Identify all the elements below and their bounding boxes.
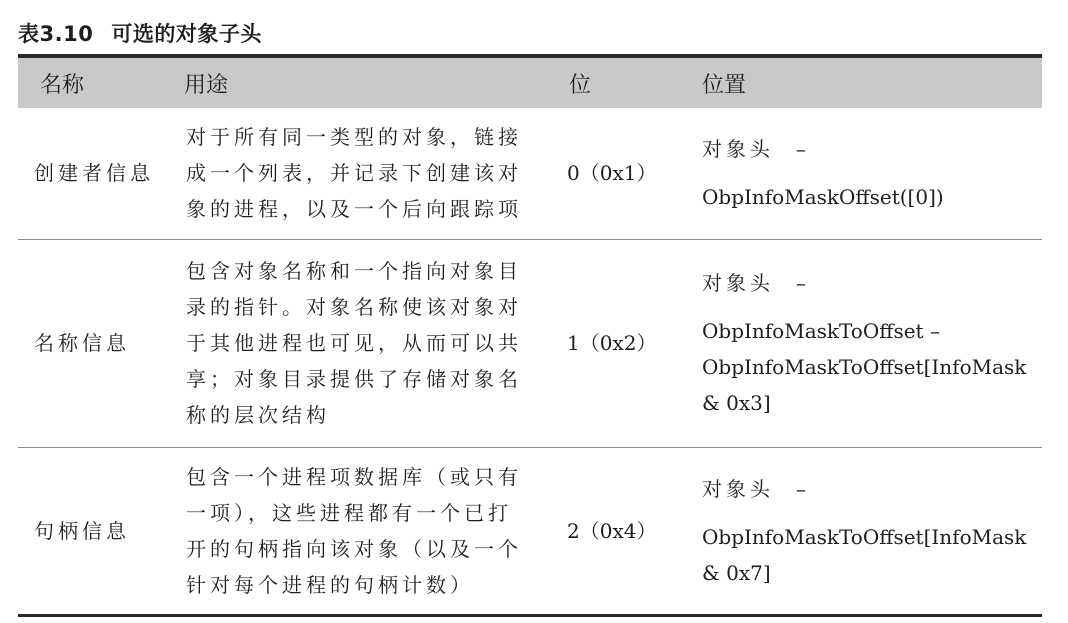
position-expression: ObpInfoMaskToOffset – ObpInfoMaskToOffset[InfoMask & 0x3] <box>702 319 1027 415</box>
cell-purpose: 包含对象名称和一个指向对象目录的指针。对象名称使该对象对于其他进程也可见，从而可以共享；对象目录提供了存储对象名称的层次结构 <box>162 239 555 447</box>
table-row <box>18 108 1042 239</box>
position-dash: – <box>796 271 806 295</box>
cell-position <box>688 447 1042 615</box>
cell-purpose: 对于所有同一类型的对象，链接成一个列表，并记录下创建该对象的进程，以及一个后向跟踪项 <box>162 108 555 239</box>
position-dash: – <box>796 137 806 162</box>
cell-bit: 0（0x1） <box>555 108 688 239</box>
table-caption <box>18 18 262 48</box>
table-row <box>18 447 1042 615</box>
header-purpose: 用途 <box>162 56 555 108</box>
cell-name: 句柄信息 <box>18 447 162 615</box>
position-dash: – <box>796 476 806 501</box>
position-expression: ObpInfoMaskToOffset[InfoMask & 0x7] <box>702 524 1027 585</box>
position-prefix: 对象头 <box>702 476 774 501</box>
table-row <box>18 239 1042 447</box>
header-position: 位置 <box>688 56 1042 108</box>
cell-name: 名称信息 <box>18 239 162 447</box>
table-title: 可选的对象子头 <box>111 22 262 46</box>
cell-bit: 2（0x4） <box>555 447 688 615</box>
position-expression: ObpInfoMaskOffset([0]) <box>702 185 944 210</box>
cell-bit: 1（0x2） <box>555 239 688 447</box>
header-name: 名称 <box>18 56 162 108</box>
header-bit: 位 <box>555 56 688 108</box>
table-number: 表3.10 <box>18 22 94 46</box>
cell-position <box>688 108 1042 239</box>
position-prefix: 对象头 <box>702 137 774 162</box>
header-row <box>18 56 1042 108</box>
cell-position <box>688 239 1042 447</box>
object-subheader-table <box>18 54 1042 617</box>
cell-purpose: 包含一个进程项数据库（或只有一项），这些进程都有一个已打开的句柄指向该对象（以及一个针对每个进程的句柄计数） <box>162 447 555 615</box>
cell-name: 创建者信息 <box>18 108 162 239</box>
position-prefix: 对象头 <box>702 271 774 295</box>
